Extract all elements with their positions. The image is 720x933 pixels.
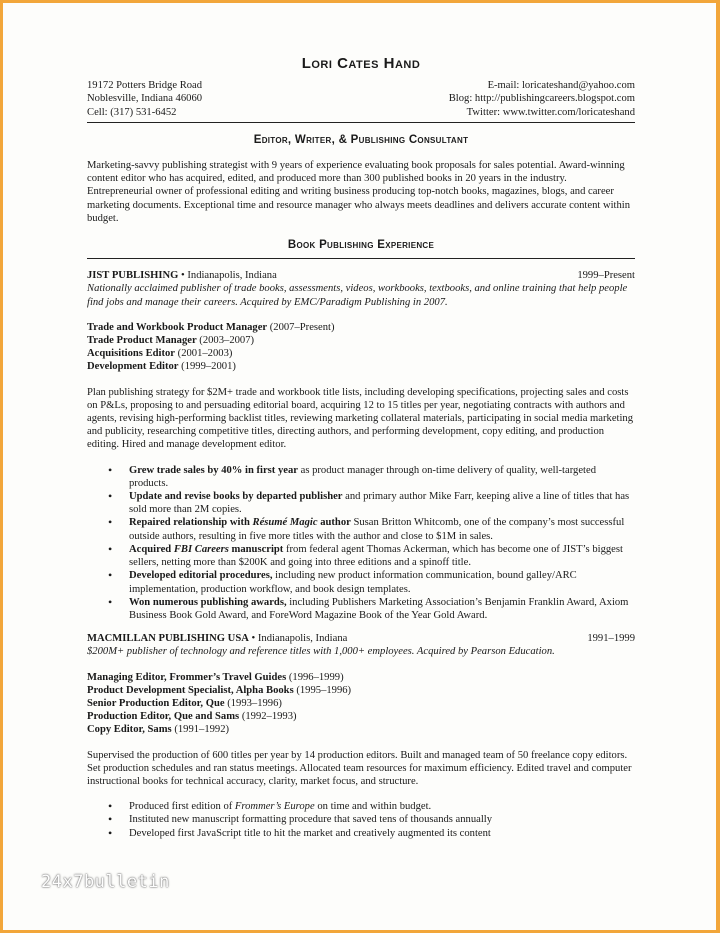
online-block xyxy=(449,79,635,119)
address-block xyxy=(87,79,202,119)
resume-content xyxy=(87,57,635,840)
cell-phone: Cell: (317) 531-6452 xyxy=(87,106,177,118)
achievement-lead: Repaired relationship with xyxy=(129,517,253,529)
job-title: Senior Production Editor, Que xyxy=(87,697,225,709)
achievement-detail: including new product information communication, bound galley/ARC implementation, production workflow, and book design templates. xyxy=(129,570,577,595)
job-title-years: (2003–2007) xyxy=(196,335,255,347)
job-title: Acquisitions Editor xyxy=(87,348,176,360)
job-header xyxy=(87,632,635,645)
achievement-detail: including Publishers Marketing Association’s Benjamin Franklin Award, Axiom Business Book Gold Award, and ForeWord Magazine Book of the Year Gold Award. xyxy=(129,596,629,621)
job-title: Copy Editor, Sams xyxy=(87,724,172,736)
achievement-detail: Susan Britton Whitcomb, one of the company’s most successful outside authors, resulting in five more titles with the author and close to $1M in sales. xyxy=(129,517,625,542)
job-title-row xyxy=(87,684,635,697)
achievement-detail: from federal agent Thomas Ackerman, which has become one of JIST’s biggest sellers, netting more than $200K and going into three editions and a spinoff title. xyxy=(129,543,623,569)
achievement-text: Instituted new manuscript formatting procedure that saved tens of thousands annually xyxy=(129,814,493,826)
company-location: • Indianapolis, Indiana xyxy=(248,633,348,645)
job-titles xyxy=(87,321,635,374)
job-title-years: (1996–1999) xyxy=(286,671,344,683)
summary-paragraph: Marketing-savvy publishing strategist with 9 years of experience evaluating book proposals for sales potential. Award-winning content editor who has acquired, edited, and produced more than 300 published books in 20 years in the industry. Entrepreneurial owner of professional editing and writing business producing top-notch books, magazines, blogs, and career marketing documents. Exceptional time and resource manager who always meets deadlines and delivers accurate content within budget. xyxy=(87,160,631,224)
contact-block xyxy=(87,79,635,119)
job-employer xyxy=(87,269,277,282)
company-name: JIST PUBLISHING xyxy=(87,270,179,282)
achievement-detail: and primary author Mike Farr, keeping alive a line of titles that has sold more than 2M copies. xyxy=(129,491,630,516)
job-title-row xyxy=(87,697,635,710)
achievement-text: Produced first edition of xyxy=(129,801,235,813)
achievement-lead: Developed editorial procedures, xyxy=(129,570,273,582)
job-employer xyxy=(87,632,347,645)
job-title-years: (1999–2001) xyxy=(178,361,236,373)
header-divider xyxy=(87,122,635,123)
twitter-link[interactable]: Twitter: www.twitter.com/loricateshand xyxy=(466,106,635,118)
job-title-row xyxy=(87,723,635,736)
achievement-item xyxy=(129,516,635,542)
job-responsibilities: Plan publishing strategy for $2M+ trade and workbook title lists, including developing specifications, projecting sales and costs on P&Ls, proposing to and persuading editorial board, acquiring 12 to 15 titles per year, negotiating contracts with authors and agents, revising high-performing backlist titles, reviewing marketing collateral materials, participating in social media marketing and publicity, researching competitive titles, directing authors, and performing development, copy editing, and production editing. Hired and manage development editor. xyxy=(87,386,633,451)
job-dates: 1999–Present xyxy=(577,270,635,282)
experience-heading-text: Book Publishing Experience xyxy=(287,239,435,252)
job-title-row xyxy=(87,360,635,373)
achievement-lead: Acquired xyxy=(129,543,174,555)
job-title-row xyxy=(87,321,635,334)
city-state: Noblesville, Indiana 46060 xyxy=(87,93,203,105)
job-entry xyxy=(87,269,635,622)
job-title-years: (1991–1992) xyxy=(171,724,230,736)
company-description: Nationally acclaimed publisher of trade books, assessments, videos, workbooks, textbooks, and online training that help people find jobs and manage their careers. Acquired by EMC/Paradigm Publishing in 2007. xyxy=(87,283,628,308)
experience-heading xyxy=(87,239,635,252)
job-title-row xyxy=(87,671,635,684)
achievement-item xyxy=(129,490,635,516)
job-title: Managing Editor, Frommer’s Travel Guides xyxy=(87,671,287,683)
job-title-row xyxy=(87,710,635,723)
achievement-book-title: Frommer’s Europe xyxy=(234,801,315,813)
company-location: • Indianapolis, Indiana xyxy=(178,270,277,282)
job-title-years: (1993–1996) xyxy=(224,697,282,709)
job-title-years: (2001–2003) xyxy=(175,348,233,360)
headline-text: Editor, Writer, & Publishing Consultant xyxy=(253,133,469,146)
headline xyxy=(87,134,635,147)
achievement-lead: Grew trade sales by 40% in first year xyxy=(129,464,298,476)
achievement-item xyxy=(129,569,635,595)
achievement-item xyxy=(129,800,635,813)
achievement-lead-end: author xyxy=(317,517,351,529)
job-title-years: (1992–1993) xyxy=(239,711,297,723)
street-address: 19172 Potters Bridge Road xyxy=(87,80,203,92)
email-link[interactable]: E-mail: loricateshand@yahoo.com xyxy=(487,80,635,92)
achievement-lead-end: manuscript xyxy=(228,543,284,555)
resume-page xyxy=(3,3,716,930)
achievement-list xyxy=(87,464,635,622)
job-entry xyxy=(87,632,635,840)
company-description: $200M+ publisher of technology and reference titles with 1,000+ employees. Acquired by Pearson Education. xyxy=(87,646,555,658)
achievement-item xyxy=(129,596,635,622)
blog-link[interactable]: Blog: http://publishingcareers.blogspot.com xyxy=(448,93,635,105)
achievement-item xyxy=(129,827,635,840)
achievement-item xyxy=(129,813,635,826)
experience-divider xyxy=(87,258,635,259)
achievement-book-title: Résumé Magic xyxy=(252,517,318,529)
job-titles xyxy=(87,671,635,737)
job-title-row xyxy=(87,334,635,347)
job-title-years: (2007–Present) xyxy=(267,321,335,333)
achievement-text: Developed first JavaScript title to hit the market and creatively augmented its content xyxy=(129,827,491,839)
job-responsibilities: Supervised the production of 600 titles per year by 14 production editors. Built and managed team of 50 freelance copy editors. Set production schedules and ran status meetings. Allocated team resources for maximum efficiency. Edited travel and computer instructional books for technical accuracy, clarity, market focus, and structure. xyxy=(87,749,632,787)
candidate-name-text: Lori Cates Hand xyxy=(301,55,421,72)
achievement-item xyxy=(129,543,635,569)
job-title: Development Editor xyxy=(87,361,179,373)
company-name: MACMILLAN PUBLISHING USA xyxy=(87,633,249,645)
job-header xyxy=(87,269,635,282)
job-title-row xyxy=(87,347,635,360)
achievement-detail: as product manager through on-time delivery of quality, well-targeted products. xyxy=(129,464,596,489)
achievement-item xyxy=(129,464,635,490)
achievement-book-title: FBI Careers xyxy=(173,543,229,555)
job-title: Product Development Specialist, Alpha Books xyxy=(87,684,294,696)
achievement-lead: Won numerous publishing awards, xyxy=(129,596,287,608)
job-dates: 1991–1999 xyxy=(587,633,635,645)
candidate-name xyxy=(87,57,635,70)
job-title: Trade Product Manager xyxy=(87,335,197,347)
achievement-lead: Update and revise books by departed publisher xyxy=(129,491,343,503)
achievement-text-end: on time and within budget. xyxy=(314,801,432,813)
achievement-list xyxy=(87,800,635,840)
job-title: Production Editor, Que and Sams xyxy=(87,711,240,723)
site-watermark: 24x7bulletin xyxy=(41,872,170,892)
job-title: Trade and Workbook Product Manager xyxy=(87,321,268,333)
job-title-years: (1995–1996) xyxy=(293,684,352,696)
